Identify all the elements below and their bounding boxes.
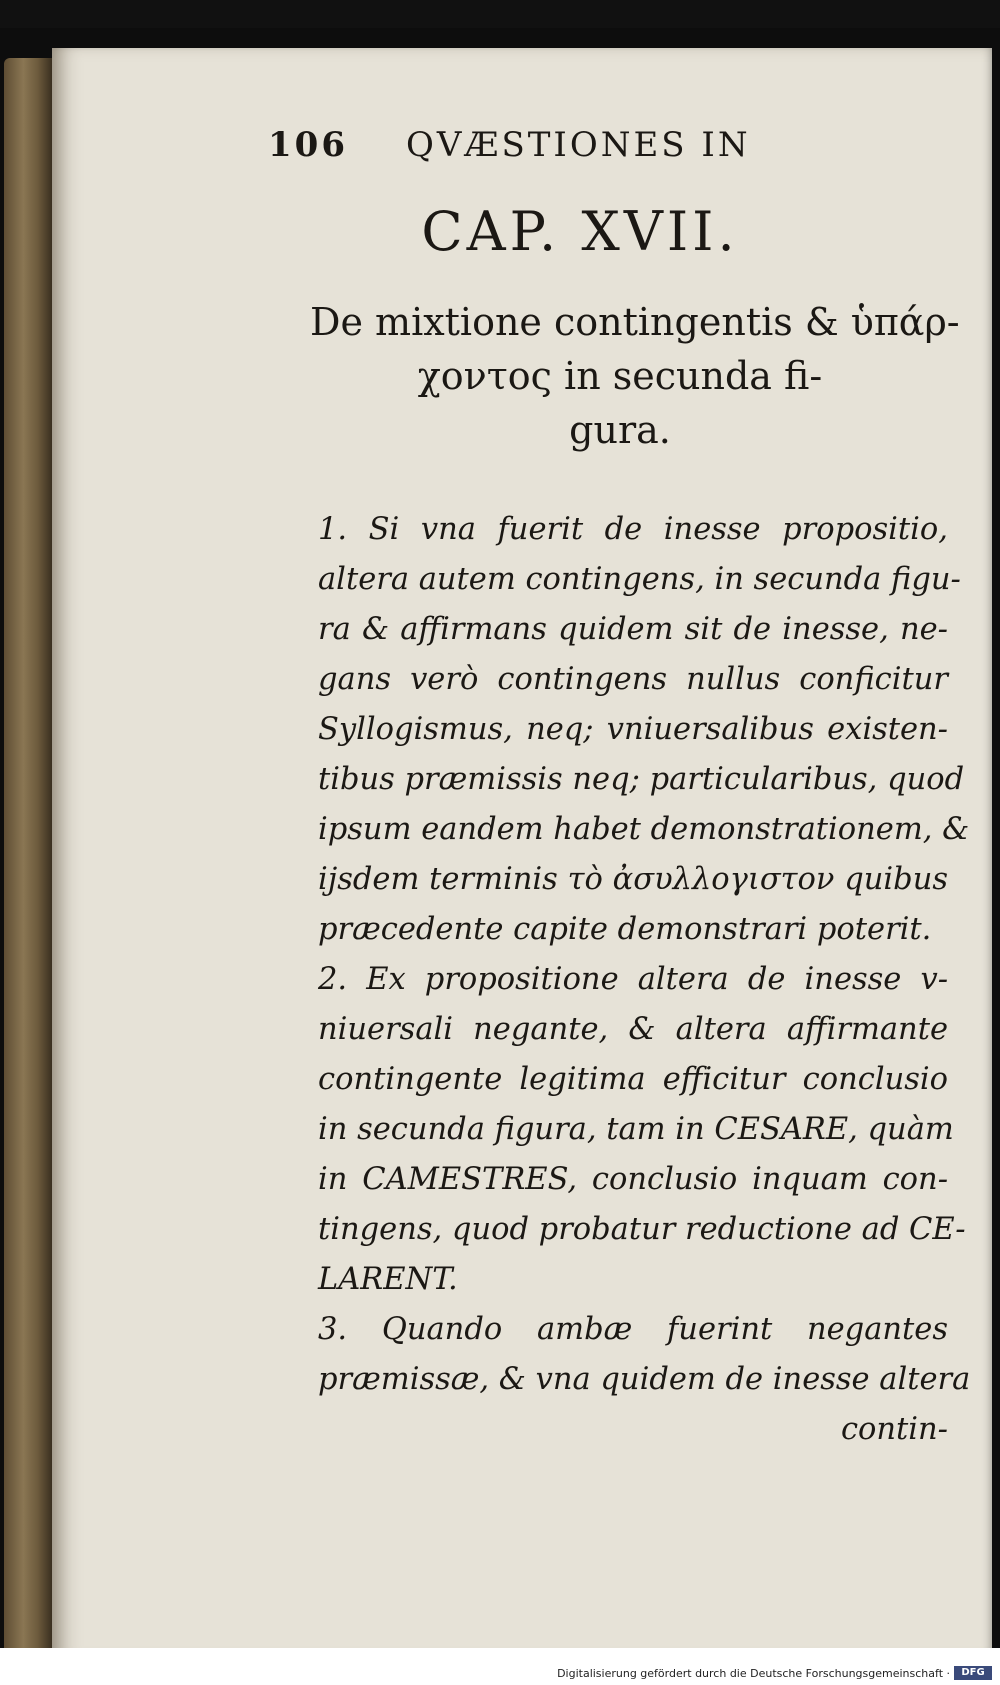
text-line: tibus præmissis neq; particularibus, quod <box>318 762 965 797</box>
page-number: 106 <box>268 125 348 165</box>
book-spine <box>4 58 52 1658</box>
footer-credit: Digitalisierung gefördert durch die Deutsche Forschungsgemeinschaft · <box>557 1667 950 1680</box>
text-line: 3. Quando ambæ fuerint negantes <box>318 1312 948 1347</box>
text-line: gans verò contingens nullus conficitur <box>318 662 948 697</box>
dfg-logo: DFG <box>954 1666 992 1680</box>
catchword: contin- <box>840 1412 948 1447</box>
text-line: 2. Ex propositione altera de inesse v- <box>318 962 948 997</box>
running-title: QVÆSTIONES IN <box>406 125 751 165</box>
text-line: altera autem contingens, in secunda figu- <box>318 562 961 597</box>
text-line: in CAMESTRES, conclusio inquam con- <box>318 1162 948 1197</box>
text-line: ipsum eandem habet demonstrationem, & <box>318 812 970 847</box>
chapter-title <box>310 295 960 457</box>
paragraph-2 <box>318 955 966 1305</box>
paragraph-3 <box>318 1305 971 1455</box>
text-line: tingens, quod probatur reductione ad CE- <box>318 1212 966 1247</box>
text-line: præmissæ, & vna quidem de inesse altera <box>318 1362 971 1397</box>
viewer-top-edge <box>0 0 1000 28</box>
paragraph-1 <box>318 505 970 955</box>
chapter-title-line: χοντος in secunda fi- <box>417 354 823 398</box>
chapter-title-line: gura. <box>569 408 671 452</box>
body-text <box>318 505 971 1455</box>
text-line: in secunda figura, tam in CESARE, quàm <box>318 1112 954 1147</box>
text-line: 1. Si vna fuerit de inesse propositio, <box>318 512 948 547</box>
text-line: præcedente capite demonstrari poterit. <box>318 912 932 947</box>
text-line: ra & affirmans quidem sit de inesse, ne- <box>318 612 948 647</box>
text-line: LARENT. <box>318 1262 458 1297</box>
text-line: Syllogismus, neq; vniuersalibus existen- <box>318 712 948 747</box>
chapter-heading: CAP. XVII. <box>421 200 739 263</box>
text-line: ijsdem terminis τὸ ἀσυλλογιστον quibus <box>318 862 948 897</box>
chapter-title-line: De mixtione contingentis & ὑπάρ- <box>310 300 960 344</box>
text-line: contingente legitima efficitur conclusio <box>318 1062 948 1097</box>
text-line: niuersali negante, & altera affirmante <box>318 1012 948 1047</box>
